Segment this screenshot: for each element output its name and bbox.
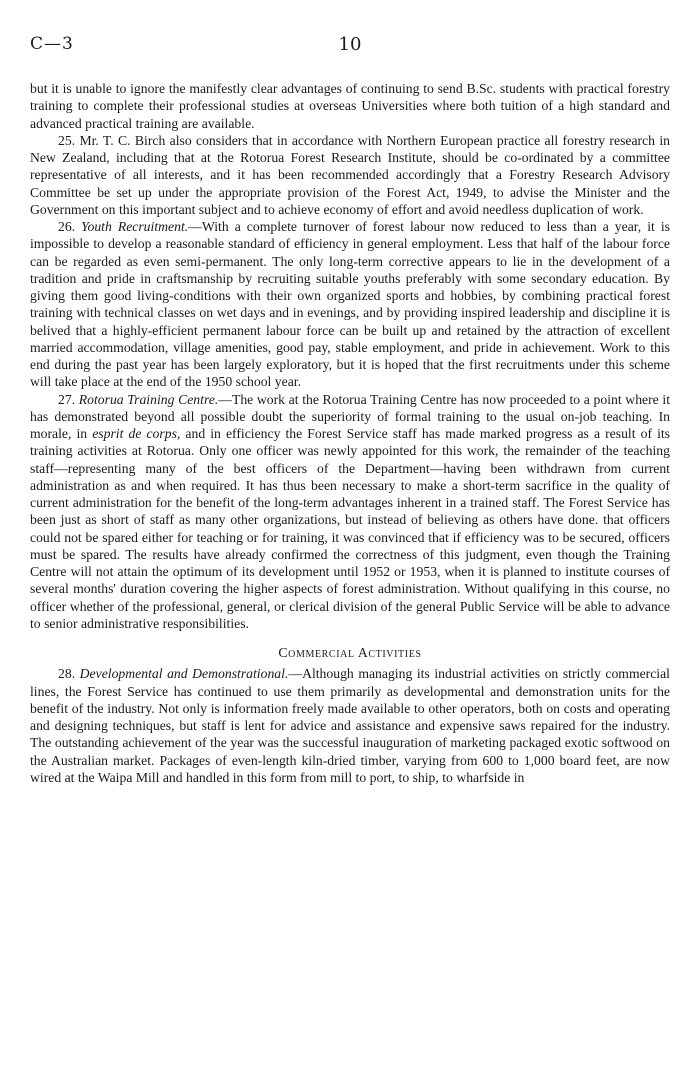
section-heading: Commercial Activities (278, 645, 422, 660)
paragraph-body: —With a complete turnover of forest labour now reduced to less than a year, it is impossible to develop a reasonable standard of efficiency in general employment. Less that half of the labour force can be regarded as even semi-permanent. The only long-term corrective appears to lie in the development of a tradition and pride in craftsmanship by recruiting suitable youths preferably with some secondary education. By giving them good living-conditions with their own organized sports and hobbies, by combining practical forest training with technical classes on wet days and in evenings, and by providing inspired leadership and discipline it is belived that a highly-efficient permanent labour force can be built up and retained by the attraction of excellent married accommodation, village amenities, good pay, stable employment, and pride in achievement. Work to this end during the past year has been largely exploratory, but it is hoped that the first recruitments under this scheme will take place at the end of the 1950 school year. (30, 219, 670, 390)
paragraph-title: Developmental and Demonstrational. (79, 666, 289, 682)
paragraph-27 (30, 391, 670, 633)
paragraph-body-continued: and in efficiency the Forest Service staff has made marked progress as a result of its training activities at Rotorua. Only one officer was newly appointed for this work, the remainder of the teaching staff—representing many of the best officers of the Department—having been withdrawn from current administration as and when required. It has thus been necessary to make a short-term sacrifice in the quality of current administration for the benefit of the long-term advantages inherent in a trained staff. The Forest Service has been just as short of staff as many other organizations, but instead of believing as others have done. that officers could not be spared either for teaching or for training, it was convinced that if efficiency was to be secured, officers must be spared. The results have already confirmed the correctness of this judgment, even though the Training Centre will not attain the optimum of its development until 1952 or 1953, when it is planned to institute courses of several months' duration covering the higher aspects of forest administration. Without qualifying in this course, no officer whether of the professional, general, or clerical division of the general Public Service will be able to advance to senior administrative responsibilities. (30, 426, 671, 631)
paragraph-number: 28. (58, 666, 76, 682)
body-text (30, 80, 670, 786)
paragraph-number: 26. (58, 219, 76, 234)
paragraph-body: —The work at the Rotorua Training Centre has now proceeded to a point where it has demonstrated beyond all possible doubt the superiority of formal training to the usual on-job teaching. In morale, in (30, 391, 670, 441)
document-code: C—3 (30, 34, 74, 54)
paragraph-26 (30, 218, 670, 391)
page-header (30, 34, 670, 58)
paragraph-title: Rotorua Training Centre. (78, 391, 219, 407)
paragraph-italic-phrase: esprit de corps, (92, 426, 181, 441)
paragraph-28 (30, 665, 670, 786)
paragraph-25: 25. Mr. T. C. Birch also considers that in accordance with Northern European practice all forestry research in New Zealand, including that at the Rotorua Forest Research Institute, should be co-ordinated by a committee representative of all interests, and it has been recommended accordingly that a Forestry Research Advisory Committee be set up under the appropriate provision of the Forest Act, 1949, to advise the Minister and the Government on this important subject and to achieve economy of effort and avoid needless duplication of work. (30, 132, 670, 217)
paragraph-body: —Although managing its industrial activities on strictly commercial lines, the Forest Service has continued to use them primarily as developmental and demonstration units for the benefit of the industry. Not only is information freely made available to other operators, both on costs and operating and designing techniques, but staff is lent for advice and assistance and expensive saws repaired for the industry. The outstanding achievement of the year was the successful inauguration of marketing packaged exotic softwood on the Australian market. Packages of even-length kiln-dried timber, varying from 600 to 1,000 board feet, are now wired at the Waipa Mill and handled in this form from mill to port, to ship, to wharfside in (30, 666, 670, 785)
paragraph-title: Youth Recruitment. (81, 219, 189, 234)
paragraph-number: 27. (58, 391, 76, 407)
paragraph-continued: but it is unable to ignore the manifestly clear advantages of continuing to send B.Sc. students with practical forestry training to complete their professional studies at overseas Universities where both tuition of a high standard and advanced practical training are available. (30, 81, 670, 131)
page-number: 10 (338, 34, 362, 55)
